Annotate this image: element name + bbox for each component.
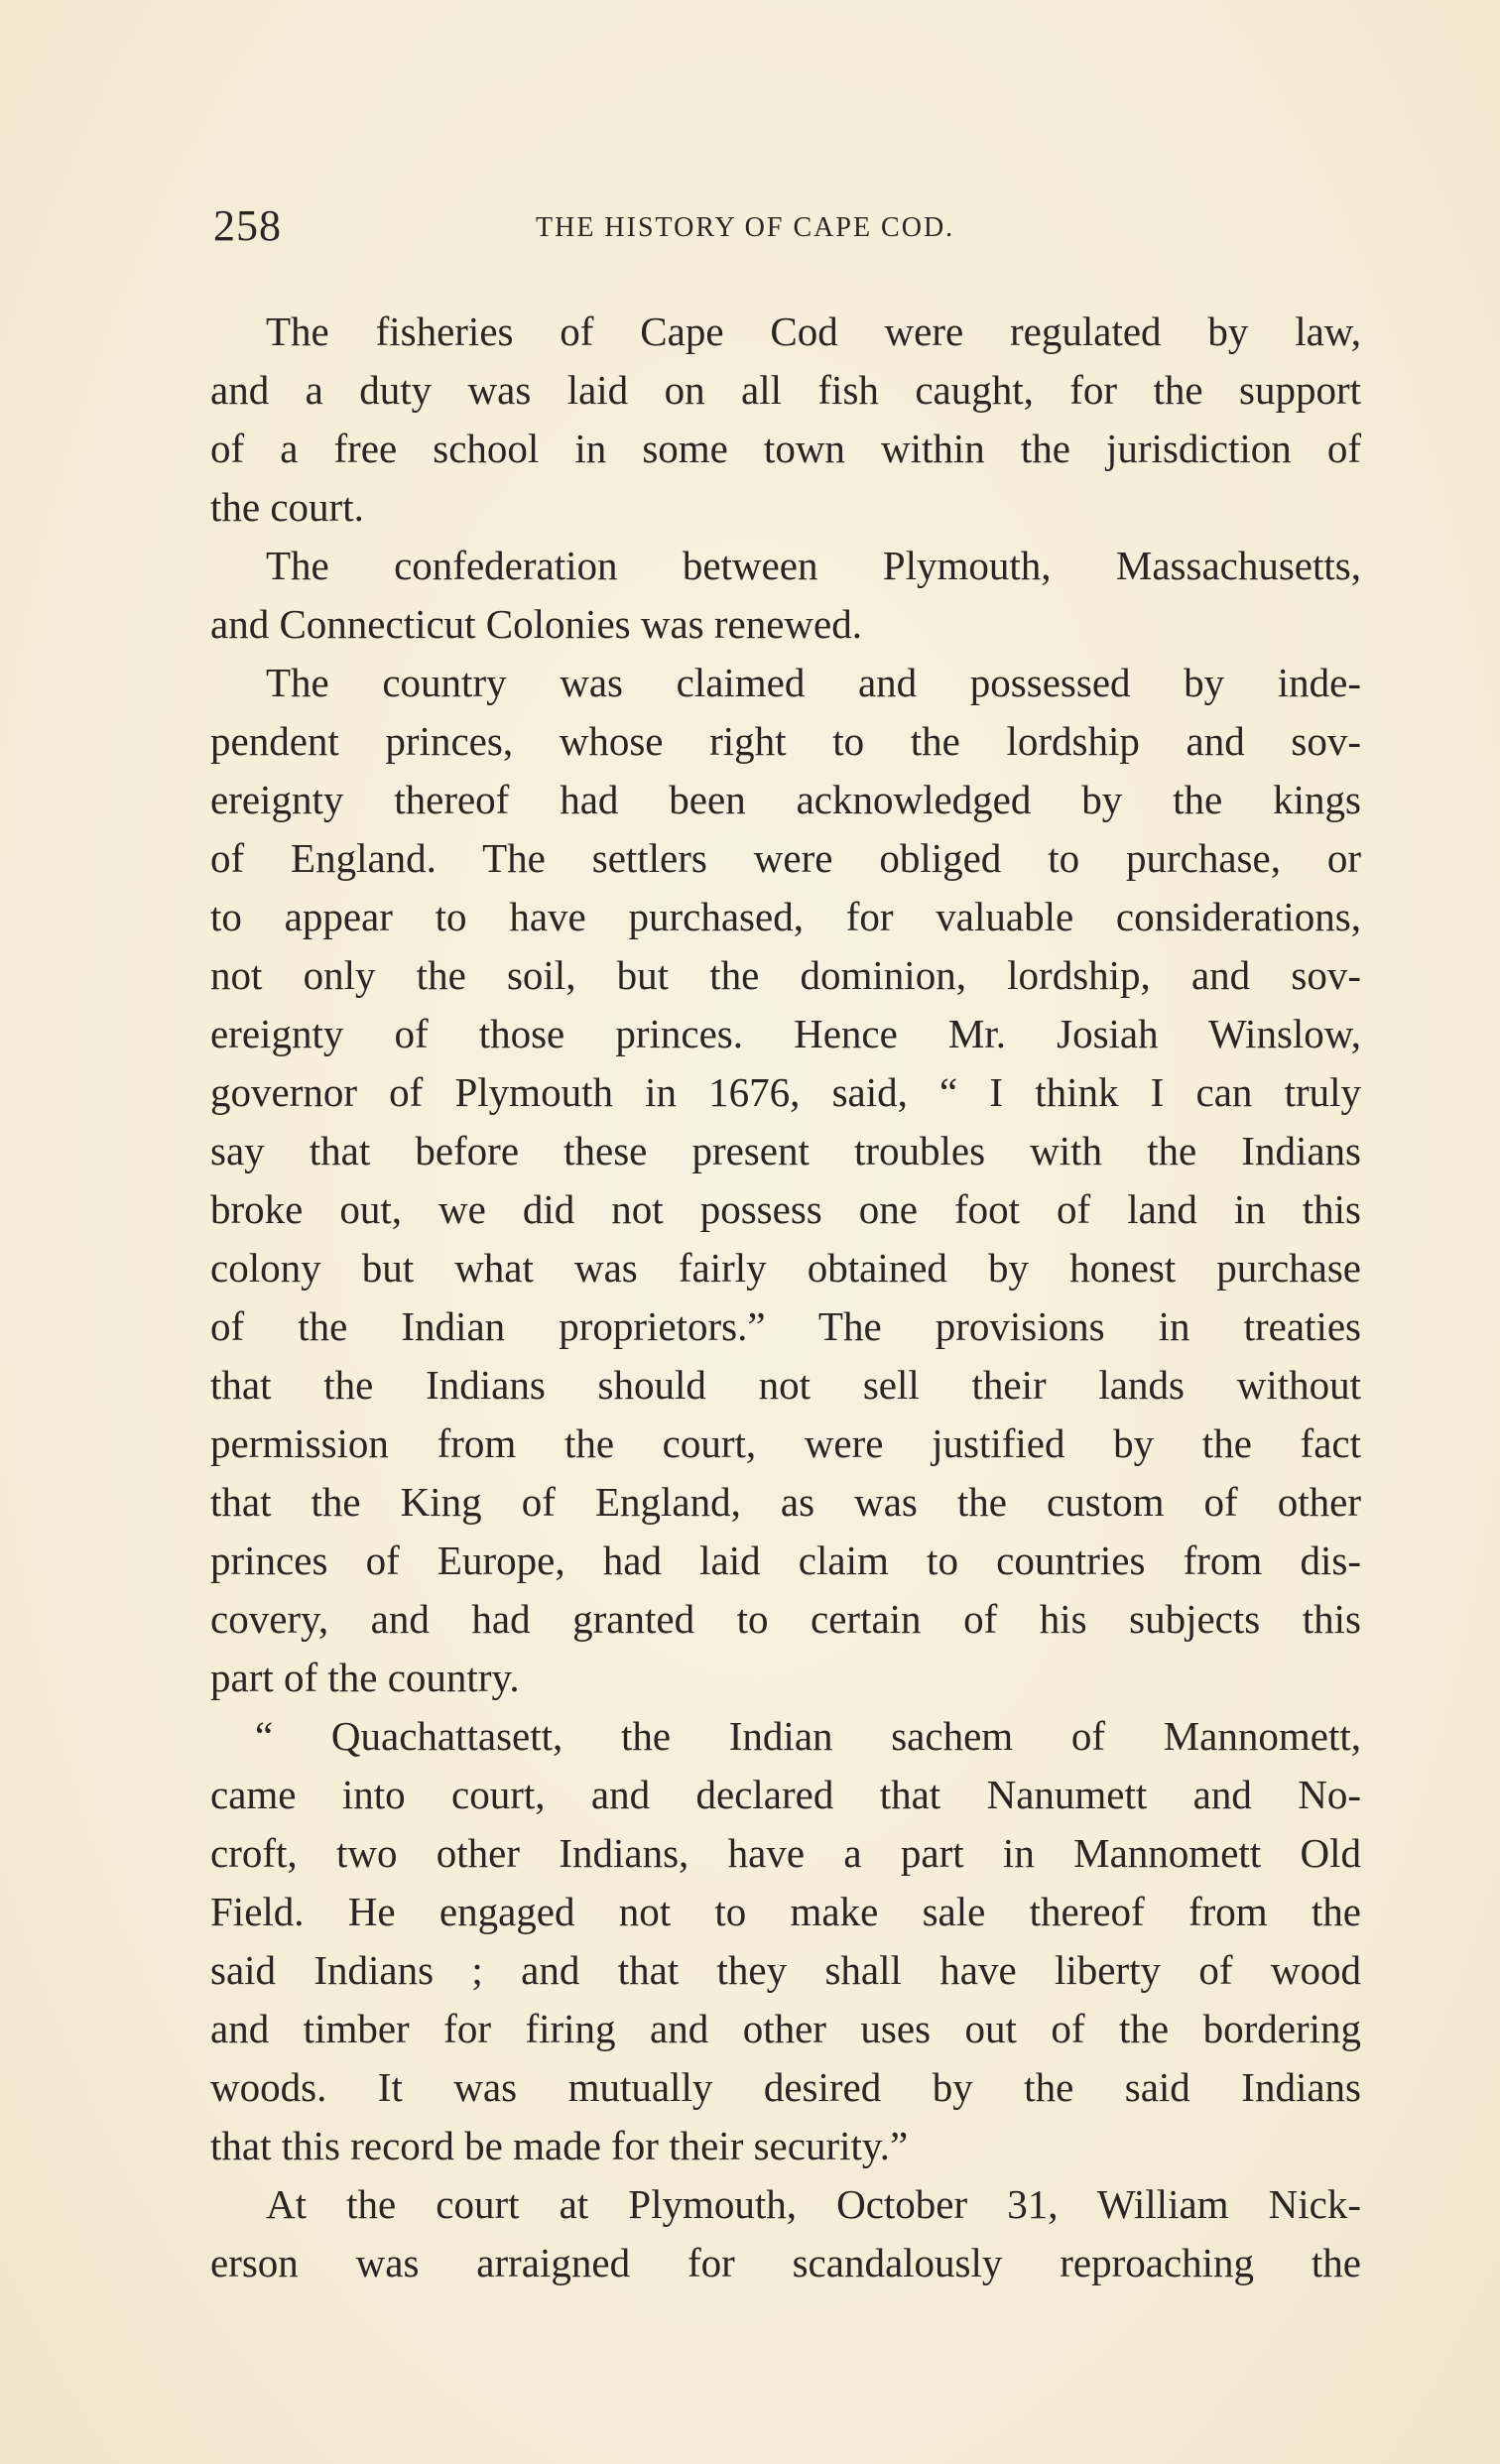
running-title: THE HISTORY OF CAPE COD. [536,212,955,243]
text-line: Field. He engaged not to make sale thereof from the [210,1889,1361,1934]
text-line: erson was arraigned for scandalously reproaching the [210,2240,1361,2285]
text-line: croft, two other Indians, have a part in Mannomett Old [210,1830,1361,1876]
text-line: of a free school in some town within the jurisdiction of [210,426,1361,471]
text-line: and timber for firing and other uses out of the bordering [210,2006,1361,2051]
text-line: to appear to have purchased, for valuable considerations, [210,894,1361,939]
text-line: of the Indian proprietors.” The provisions in treaties [210,1303,1361,1349]
text-line: not only the soil, but the dominion, lordship, and sov- [210,952,1361,998]
text-line: ereignty thereof had been acknowledged by the kings [210,777,1361,822]
text-line: ereignty of those princes. Hence Mr. Josiah Winslow, [210,1011,1361,1056]
text-line: broke out, we did not possess one foot of land in this [210,1186,1361,1232]
text-line: the court. [210,484,364,530]
text-line: The confederation between Plymouth, Massachusetts, [266,543,1361,588]
text-line: that the Indians should not sell their lands without [210,1362,1361,1408]
text-line: At the court at Plymouth, October 31, William Nick- [266,2181,1361,2227]
text-line: part of the country. [210,1655,520,1700]
page-number: 258 [213,201,282,250]
text-line: came into court, and declared that Nanumett and No- [210,1772,1361,1817]
body-text [210,303,1361,2292]
text-line: governor of Plymouth in 1676, said, “ I think I can truly [210,1069,1361,1115]
text-line: The fisheries of Cape Cod were regulated by law, [266,308,1361,354]
text-line: said Indians ; and that they shall have liberty of wood [210,1947,1361,1993]
text-line: colony but what was fairly obtained by honest purchase [210,1245,1361,1291]
text-line: say that before these present troubles with the Indians [210,1128,1361,1173]
running-head [213,198,1354,258]
text-line: covery, and had granted to certain of his subjects this [210,1596,1361,1642]
text-line: woods. It was mutually desired by the said Indians [210,2064,1361,2110]
text-line: permission from the court, were justified by the fact [210,1420,1361,1466]
text-line: and Connecticut Colonies was renewed. [210,601,862,647]
text-line: that the King of England, as was the custom of other [210,1479,1361,1525]
text-line: and a duty was laid on all fish caught, for the support [210,367,1361,413]
text-line: that this record be made for their security.” [210,2123,909,2168]
text-line: “ Quachattasett, the Indian sachem of Mannomett, [255,1713,1361,1759]
text-line: pendent princes, whose right to the lordship and sov- [210,718,1361,764]
text-line: The country was claimed and possessed by inde- [266,660,1361,705]
text-line: of England. The settlers were obliged to purchase, or [210,835,1361,881]
text-line: princes of Europe, had laid claim to countries from dis- [210,1538,1361,1583]
